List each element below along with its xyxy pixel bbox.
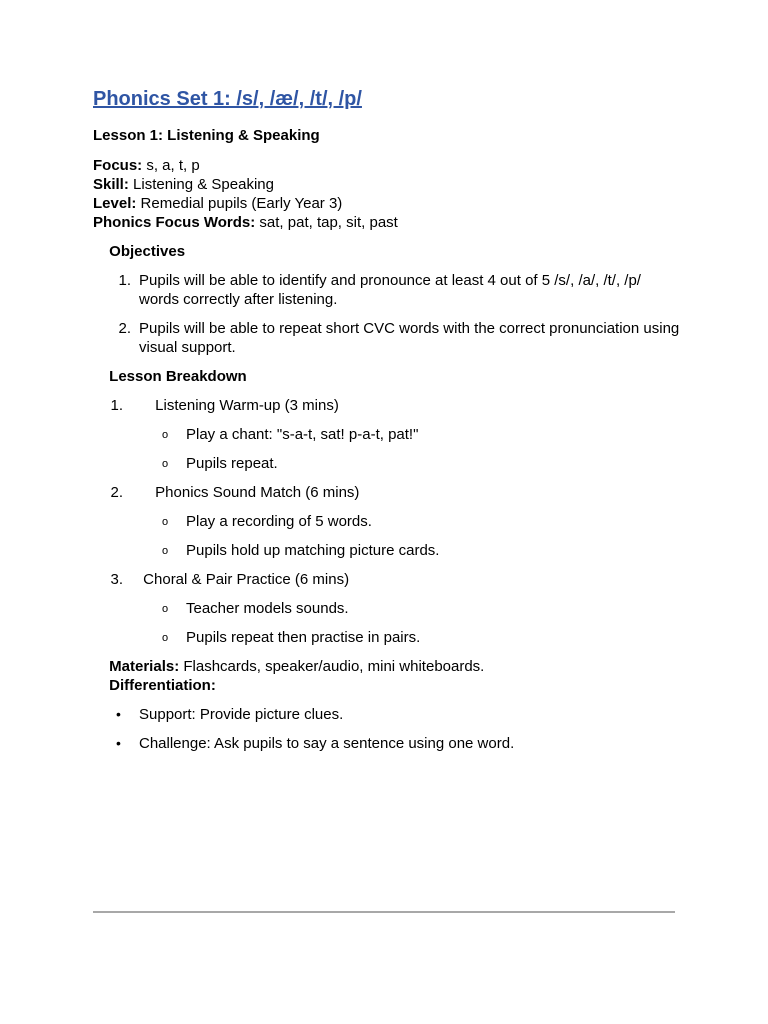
- sub-bullet-icon: o: [162, 516, 169, 528]
- focus-words-value: sat, pat, tap, sit, past: [255, 214, 398, 231]
- materials-line: [93, 657, 683, 676]
- sub-bullet-icon: o: [162, 458, 169, 470]
- step-number: 1.: [110, 397, 123, 414]
- sub-item-text: Pupils repeat then practise in pairs.: [186, 629, 421, 646]
- list-item: [93, 512, 683, 531]
- differentiation-line: [93, 676, 683, 695]
- sub-item-text: Pupils hold up matching picture cards.: [186, 542, 440, 559]
- list-item: [93, 628, 683, 647]
- bullet-icon: •: [116, 735, 121, 751]
- sub-item-text: Pupils repeat.: [186, 455, 278, 472]
- skill-line: [93, 175, 683, 194]
- list-item: [93, 541, 683, 560]
- breakdown-step: [93, 570, 683, 589]
- sub-bullet-icon: o: [162, 429, 169, 441]
- differentiation-list: [93, 705, 683, 753]
- materials-label: Materials:: [109, 658, 180, 675]
- step-label: Phonics Sound Match (6 mins): [155, 484, 360, 501]
- lesson-breakdown-heading: [93, 367, 683, 386]
- list-item: [93, 319, 683, 357]
- list-item: [93, 271, 683, 309]
- step-label: Listening Warm-up (3 mins): [155, 397, 339, 414]
- document-title[interactable]: Phonics Set 1: /s/, /æ/, /t/, /p/: [93, 88, 362, 110]
- level-label: Level:: [93, 195, 137, 212]
- sub-bullet-icon: o: [162, 545, 169, 557]
- focus-value: s, a, t, p: [142, 157, 200, 174]
- step-number: 2.: [110, 484, 123, 501]
- focus-words-line: [93, 213, 683, 232]
- sub-item-text: Play a chant: "s-a-t, sat! p-a-t, pat!": [186, 426, 419, 443]
- list-item: [93, 705, 683, 724]
- lesson-breakdown-list: [93, 396, 683, 647]
- lesson-breakdown-heading-text: Lesson Breakdown: [109, 368, 247, 385]
- step-label: Choral & Pair Practice (6 mins): [143, 571, 350, 588]
- differentiation-label: Differentiation:: [109, 677, 216, 694]
- objective-number: 2.: [118, 320, 131, 337]
- horizontal-divider: [93, 911, 675, 913]
- bullet-icon: •: [116, 706, 121, 722]
- skill-value: Listening & Speaking: [128, 176, 274, 193]
- list-item: [93, 454, 683, 473]
- objective-text: Pupils will be able to identify and pronounce at least 4 out of 5 /s/, /a/, /t/, /p/ words correctly after listening.: [139, 272, 641, 308]
- lesson-heading: Lesson 1: Listening & Speaking: [93, 127, 320, 144]
- objective-text: Pupils will be able to repeat short CVC words with the correct pronunciation using visual support.: [139, 320, 680, 356]
- objective-number: 1.: [118, 272, 131, 289]
- focus-words-label: Phonics Focus Words:: [93, 214, 256, 231]
- step-number: 3.: [110, 571, 123, 588]
- differentiation-item-text: Challenge: Ask pupils to say a sentence using one word.: [139, 735, 515, 752]
- materials-value: Flashcards, speaker/audio, mini whiteboards.: [179, 658, 485, 675]
- sub-item-text: Teacher models sounds.: [186, 600, 349, 617]
- document-page: [93, 86, 683, 763]
- level-value: Remedial pupils (Early Year 3): [136, 195, 343, 212]
- differentiation-item-text: Support: Provide picture clues.: [139, 706, 344, 723]
- skill-label: Skill:: [93, 176, 129, 193]
- list-item: [93, 599, 683, 618]
- objectives-list: [93, 271, 683, 357]
- focus-label: Focus:: [93, 157, 143, 174]
- breakdown-step: [93, 396, 683, 415]
- focus-line: [93, 156, 683, 175]
- sub-bullet-icon: o: [162, 603, 169, 615]
- objectives-heading: [93, 242, 683, 261]
- list-item: [93, 425, 683, 444]
- sub-item-text: Play a recording of 5 words.: [186, 513, 372, 530]
- objectives-heading-text: Objectives: [109, 243, 186, 260]
- sub-bullet-icon: o: [162, 632, 169, 644]
- breakdown-step: [93, 483, 683, 502]
- level-line: [93, 194, 683, 213]
- lesson-meta: [93, 156, 683, 232]
- list-item: [93, 734, 683, 753]
